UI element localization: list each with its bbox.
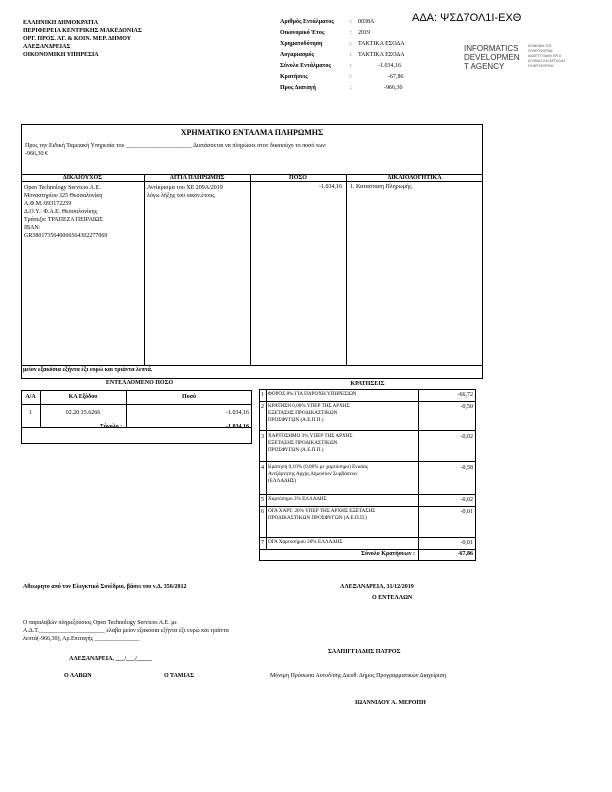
ded-amount: -0,02 xyxy=(460,434,473,440)
logo-line: T AGENCY xyxy=(464,62,505,71)
divider xyxy=(418,389,419,561)
receipt-line: Ο παραλαβών πληρεξούσιος Open Technology Services A.E. με xyxy=(23,620,177,626)
ded-n: 6 xyxy=(261,509,264,515)
ded-desc: Χαρτόσημο 3% ΕΛΛΑΔΗΣ xyxy=(268,496,327,502)
meta-label: Προς Διαταγή xyxy=(280,85,316,91)
paid-total-label: Σύνολο : xyxy=(100,424,123,430)
receipt-line: Α.Δ.Τ.______________________ έλαβα μείον εξακόσια εξήντα έξι ευρώ και τριάντα xyxy=(23,628,229,634)
ded-total-label: Σύνολο Κρατήσεων : xyxy=(361,551,415,557)
mandate-title: ΧΡΗΜΑΤΙΚΟ ΕΝΤΑΛΜΑ ΠΛΗΡΩΜΗΣ xyxy=(180,128,324,137)
divider xyxy=(250,174,251,365)
intro-amount: -966,30 € xyxy=(25,151,48,157)
ded-n: 1 xyxy=(261,392,264,398)
beneficiary-line: GR3801735640006564302277069 xyxy=(24,233,108,239)
meta-label: Αριθμός Εντάλματος xyxy=(280,19,334,25)
cause-line: Αντίκρισμα του ΧΕ 209Α/2019 xyxy=(147,185,223,191)
signer-role: Μόνιμη Πρόσωπα Αυτοδ/σης Διευθ. Δήμος Προγραμματικών Διαχείριση xyxy=(270,673,447,679)
divider xyxy=(259,537,476,538)
receipt-line: λεπτά(-966,30), Αρ.Επιταγής _______________ xyxy=(23,636,140,642)
meta-block xyxy=(280,19,410,96)
meta-row xyxy=(280,85,410,96)
paid-col-amount: Ποσό xyxy=(182,394,196,400)
issuer-line: ΕΛΛΗΝΙΚΗ ΔΗΜΟΚΡΑΤΙΑ xyxy=(23,20,99,26)
receipt-text xyxy=(23,619,253,643)
paid-row-amount: -1.034,16 xyxy=(226,410,249,416)
meta-label: Οικονομικό Έτος xyxy=(280,30,325,36)
meta-row xyxy=(280,74,410,85)
meta-sep: : xyxy=(350,85,352,91)
divider xyxy=(21,365,483,366)
ded-desc: ΟΓΑ ΧΑΡΤ. 20% ΥΠΕΡ ΤΗΣ ΑΡΧΗΣ ΕΞΕΤΑΣΗΣ ΠΡΟΔΙΚΑΣΤΙΚΩΝ ΠΡΟΣΦΥΓΩΝ (Α.Ε.Π.Π.) xyxy=(268,508,376,521)
meta-value: -1.034,16 xyxy=(378,63,401,69)
paid-col-aa: Α/Α xyxy=(25,394,36,400)
issuer-line: ΑΛΕΞΑΝΔΡΕΙΑΣ xyxy=(23,44,71,50)
agency-logo xyxy=(464,44,520,71)
ded-amount: -0,01 xyxy=(460,540,473,546)
ded-n: 5 xyxy=(261,497,264,503)
paid-col-ka: ΚΑ Εξόδου xyxy=(68,394,98,400)
divider xyxy=(259,430,476,431)
ded-desc: ΚΡΑΤΗΣΗ 0,06% ΥΠΕΡ ΤΗΣ ΑΡΧΗΣ ΕΞΕΤΑΣΗΣ ΠΡΟΔΙΚΑΣΤΙΚΩΝ ΠΡΟΣΦΥΓΩΝ (Α.Ε.Π.Π.) xyxy=(268,403,350,423)
beneficiary-line: Μοναστηρίου 325 Θεσσαλονίκη xyxy=(24,193,103,199)
meta-sep: : xyxy=(350,19,352,25)
meta-value: 0038Α xyxy=(358,19,375,25)
logo-subtext: ΚΟΙΝΩΝΙΑ ΤΗΣ ΠΛΗΡΟΦΟΡΙΑΣ ΑΝΑΠΤΥΞΙΑΚΗ ΕΡΓΑ ΑΓΩΝΙΑΣ ΚΑΙ ΕΡΓΑΣΙΑΣ ΠΛΗΡΟΦΟΡΙΚΗ xyxy=(528,44,566,68)
divider xyxy=(259,401,476,402)
deductions-title: ΚΡΑΤΗΣΕΙΣ xyxy=(350,381,385,387)
divider xyxy=(21,181,483,182)
signer-name-2: ΙΩΑΝΝΙΔΟΥ Α. ΜΕΡΟΠΗ xyxy=(355,700,426,706)
col-beneficiary: ΔΙΚΑΙΟΥΧΟΣ xyxy=(62,175,103,181)
divider xyxy=(259,549,476,550)
paid-title: ΕΝΤΕΛΛΟΜΕΝΟ ΠΟΣΟ xyxy=(105,380,174,386)
ordered-by: Ο ΕΝΤΕΛΛΩΝ xyxy=(372,595,413,601)
meta-row xyxy=(280,19,410,30)
beneficiary-line: Τράπεζα: ΤΡΑΠΕΖΑ ΠΕΙΡΑΙΩΣ xyxy=(24,217,103,223)
ded-desc: Κράτηση 0,10% (0,06% με χαρτόσημο) Ενιαίας Ανεξάρτητης Αρχής Δημοσίων Συμβάσεων (ΕΛΛΑΔΗΣ) xyxy=(268,464,368,484)
beneficiary-line: Open Technology Services A.E. xyxy=(24,185,101,191)
meta-value: ΤΑΚΤΙΚΑ ΕΣΟΔΑ xyxy=(358,52,405,58)
ded-n: 2 xyxy=(261,404,264,410)
meta-row xyxy=(280,52,410,63)
beneficiary-info xyxy=(24,184,144,240)
approval-note: Αθεωρητο από τον Ελεγκτικό Συνέδριο, βάσει του ν.Δ. 356/2012 xyxy=(23,584,187,590)
ded-total: -67,86 xyxy=(457,551,473,557)
issuer-line: ΟΡΓ. ΠΡΟΣ. ΑΓ. & ΚΟΙΝ. ΜΕΡ. ΔΗΜΟΥ xyxy=(23,36,132,42)
signer-name: ΣΑΛΠΙΓΓΙΑΔΗΣ ΠΑΤΡΟΣ xyxy=(328,649,401,655)
meta-label: Λογαριασμός xyxy=(280,52,315,58)
ded-desc: ΧΑΡΤΟΣΗΜΟ 3% ΥΠΕΡ ΤΗΣ ΑΡΧΗΣ ΕΞΕΤΑΣΗΣ ΠΡΟΔΙΚΑΣΤΙΚΩΝ ΠΡΟΣΦΥΓΩΝ (Α.Ε.Π.Π.) xyxy=(268,433,353,453)
paid-row-ka: 02.20.15.6266 xyxy=(65,410,101,416)
meta-value: ΤΑΚΤΙΚΑ ΕΣΟΔΑ xyxy=(358,41,405,47)
meta-label: Κρατήσεις xyxy=(280,74,308,80)
logo-line: INFORMATICS xyxy=(464,44,519,53)
logo-line: DEVELOPMEN xyxy=(464,53,520,62)
meta-value: -67,86 xyxy=(388,74,404,80)
meta-sep: : xyxy=(350,74,352,80)
meta-sep: : xyxy=(350,41,352,47)
col-cause: ΑΙΤΙΑ ΠΛΗΡΩΜΗΣ xyxy=(169,175,225,181)
issuer-line: ΟΙΚΟΝΟΜΙΚΗ ΥΠΗΡΕΣΙΑ xyxy=(23,52,99,58)
meta-sep: : xyxy=(350,63,352,69)
divider xyxy=(259,494,476,495)
supporting-docs: 1. Κατασταση Πληρωμής xyxy=(350,184,412,190)
beneficiary-line: Α.Φ.Μ.:093172259 xyxy=(24,201,72,207)
ded-n: 7 xyxy=(261,540,264,546)
meta-row xyxy=(280,30,410,41)
cause-line: λόγω λήξης του οικον.έτους xyxy=(147,193,215,199)
col-docs: ΔΙΚΑΙΟΛΟΓΗΤΙΚΑ xyxy=(387,175,442,181)
amount-in-words: μείον εξακόσια εξήντα έξι ευρώ και τριάντα λεπτά. xyxy=(23,367,153,373)
ded-n: 3 xyxy=(261,434,264,440)
divider xyxy=(259,461,476,462)
beneficiary-line: IBAN: xyxy=(24,225,41,231)
divider xyxy=(21,404,252,405)
meta-value: 2019 xyxy=(358,30,370,36)
place-date: ΑΛΕΞΑΝΔΡΕΙΑ, 31/12/2019 xyxy=(340,584,414,590)
ded-desc: ΟΓΑ Χαρτοσήμου 20% ΕΛΛΑΔΗΣ xyxy=(268,539,343,545)
mandate-frame xyxy=(21,124,483,379)
ded-amount: -66,72 xyxy=(457,392,473,398)
ded-desc: ΦΟΡΟΣ 8% ΓΙΑ ΠΑΡΟΧΗ ΥΠΗΡΕΣΙΩΝ xyxy=(268,391,357,397)
payment-cause xyxy=(147,184,249,200)
payment-amount: -1.034,16 xyxy=(319,184,342,190)
paid-row-aa: 1 xyxy=(29,410,32,416)
paid-total: -1.034,16 xyxy=(226,424,249,430)
meta-value: -966,30 xyxy=(384,85,403,91)
issuer-block xyxy=(23,19,142,59)
divider xyxy=(346,174,347,365)
ada-code: ΑΔΑ: ΨΣΔ7ΟΛ1Ι-ΕΧΘ xyxy=(412,12,522,24)
meta-label: Χρηματοδότηση xyxy=(280,41,323,47)
ded-n: 4 xyxy=(261,465,264,471)
meta-row xyxy=(280,63,410,74)
receiver-label: Ο ΛΑΒΩΝ xyxy=(64,673,92,679)
divider xyxy=(266,389,267,549)
ded-amount: -0,02 xyxy=(460,497,473,503)
divider xyxy=(144,174,145,365)
meta-label: Σύνολο Εντάλματος xyxy=(280,63,331,69)
ded-amount: -0,01 xyxy=(460,509,473,515)
meta-sep: : xyxy=(350,52,352,58)
meta-row xyxy=(280,41,410,52)
cashier-label: Ο ΤΑΜΙΑΣ xyxy=(164,673,195,679)
issuer-line: ΠΕΡΙΦΕΡΕΙΑ ΚΕΝΤΡΙΚΗΣ ΜΑΚΕΔΟΝΙΑΣ xyxy=(23,28,142,34)
divider xyxy=(259,506,476,507)
ded-amount: -0,50 xyxy=(460,404,473,410)
meta-sep: : xyxy=(350,30,352,36)
ded-amount: -0,58 xyxy=(460,465,473,471)
receipt-place-date: ΑΛΕΞΑΝΔΡΕΙΑ, ___/___/_____ xyxy=(69,656,152,662)
col-amount: ΠΟΣΟ xyxy=(289,175,307,181)
intro-line: Προς την Ειδική Ταμειακή Υπηρεσία του ______________________ Διατάσσεται να πληρώσει στον δικαιούχο το ποσό των: xyxy=(25,143,327,149)
beneficiary-line: Δ.Ο.Υ.: Φ.Α.Ε. Θεσσαλονίκης xyxy=(24,209,98,215)
